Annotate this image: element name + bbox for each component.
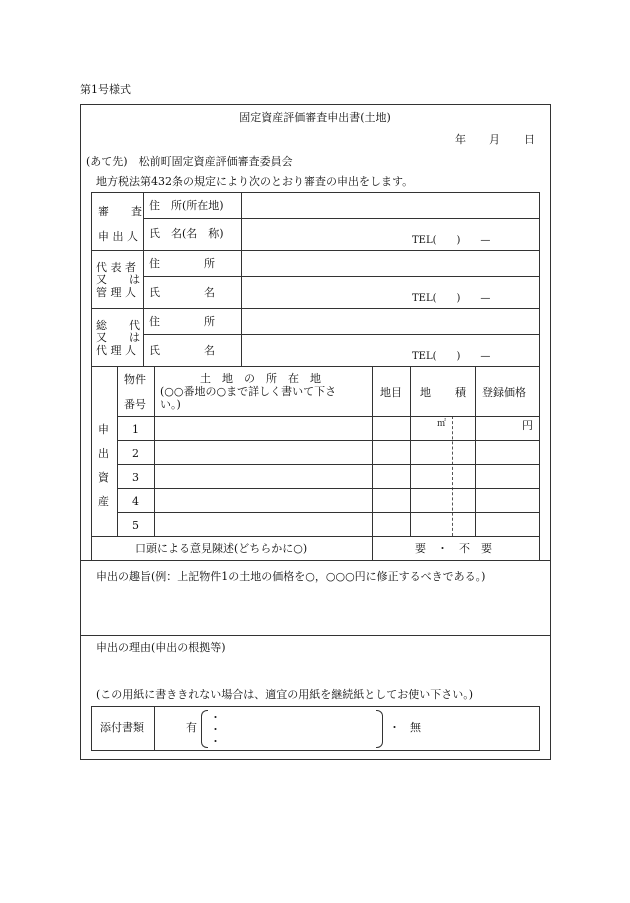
agent-address-label: 住 所 (149, 315, 215, 328)
attachment-bullet-1: ・ (210, 711, 221, 724)
col-value-label: 登録価格 (482, 386, 526, 399)
left-bracket (201, 710, 208, 748)
attachment-bullet-3: ・ (210, 735, 221, 748)
row-number-2: 2 (132, 447, 139, 460)
intro-text: 地方税法第432条の規定により次のとおり審査の申出をします。 (96, 175, 414, 188)
representative-label-1: 代 表 者 (96, 261, 136, 274)
col-location-label-2: (○○番地の○まで詳しく書いて下さ (160, 385, 337, 398)
row-number-4: 4 (132, 495, 139, 508)
assets-side-label-3: 資 (98, 471, 109, 484)
col-item-label-2: 番号 (124, 398, 146, 411)
area-unit: ㎡ (437, 419, 447, 429)
agent-label-3: 代 理 人 (96, 344, 136, 357)
attachments-yes: 有 (186, 721, 197, 734)
value-unit: 円 (522, 419, 533, 432)
date-month-label: 月 (489, 133, 500, 146)
right-bracket (376, 710, 383, 748)
col-area-label-2: 積 (455, 386, 466, 399)
col-item-label-1: 物件 (124, 373, 146, 386)
purpose-label: 申出の趣旨(例：上記物件1の土地の価格を○，○○○円に修正するべきである。) (96, 570, 486, 583)
reason-label: 申出の理由(申出の根拠等) (96, 641, 226, 654)
applicant-tel: TEL( ) — (412, 235, 491, 246)
representative-tel: TEL( ) — (412, 293, 491, 304)
oral-statement-label: 口頭による意見陳述(どちらかに○) (135, 542, 308, 555)
agent-label-1: 総 代 (96, 319, 140, 332)
row-number-5: 5 (132, 519, 139, 532)
form-title: 固定資産評価審査申出書(土地) (239, 111, 391, 124)
reason-note: (この用紙に書ききれない場合は、適宜の用紙を継続紙としてお使い下さい。) (96, 688, 474, 701)
table-left-border (91, 192, 92, 560)
assets-side-label-1: 申 (98, 423, 109, 436)
table-top-border (91, 192, 540, 193)
col-area-label-1: 地 (420, 386, 431, 399)
representative-label-2: 又 は (96, 273, 140, 286)
col-category-label: 地目 (380, 386, 402, 399)
assets-side-label-2: 出 (98, 447, 109, 460)
oral-statement-options: 要 ・ 不 要 (415, 542, 492, 555)
agent-label-2: 又 は (96, 331, 140, 344)
row-number-1: 1 (132, 423, 139, 436)
attachment-bullet-2: ・ (210, 723, 221, 736)
representative-label-3: 管 理 人 (96, 286, 136, 299)
area-decimal-divider (452, 416, 453, 536)
attachments-separator: ・ (389, 721, 400, 734)
row-number-3: 3 (132, 471, 139, 484)
assets-side-label-4: 産 (98, 495, 109, 508)
date-year-label: 年 (455, 133, 466, 146)
attachments-label: 添付書類 (100, 721, 144, 734)
applicant-address-label: 住 所(所在地) (149, 199, 224, 212)
representative-address-label: 住 所 (149, 257, 215, 270)
applicant-name-label: 氏 名(名 称) (149, 227, 224, 240)
col-location-label-3: い。) (160, 398, 181, 411)
form-number: 第1号様式 (80, 83, 131, 96)
agent-tel: TEL( ) — (412, 351, 491, 362)
col-location-label-1: 土 地 の 所 在 地 (200, 372, 321, 385)
applicant-label-1: 審 査 (98, 205, 142, 218)
applicant-label-2: 申 出 人 (98, 230, 138, 243)
table-right-border (539, 192, 540, 560)
agent-name-label: 氏 名 (149, 344, 215, 357)
representative-name-label: 氏 名 (149, 286, 215, 299)
addressee: (あて先) 松前町固定資産評価審査委員会 (86, 155, 293, 168)
attachments-no: 無 (410, 721, 421, 734)
date-day-label: 日 (524, 133, 535, 146)
